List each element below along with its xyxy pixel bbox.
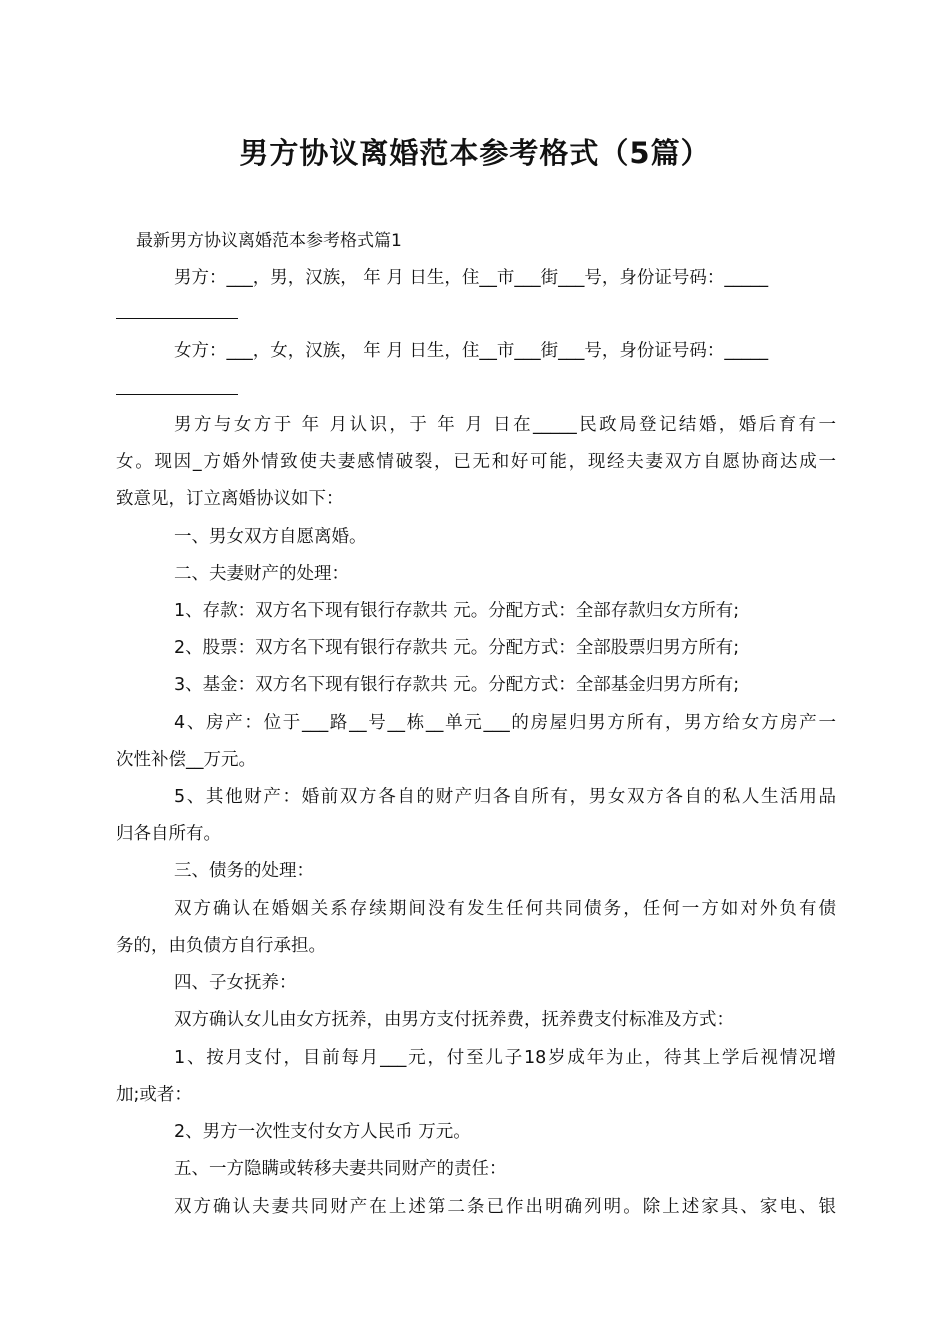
paragraph-line: 双方确认在婚姻关系存续期间没有发生任何共同债务，任何一方如对外负有债 <box>174 899 836 919</box>
paragraph-line: 3、基金：双方名下现有银行存款共 元。分配方式：全部基金归男方所有; <box>174 675 740 695</box>
paragraph-line: 1、存款：双方名下现有银行存款共 元。分配方式：全部存款归女方所有; <box>174 601 740 621</box>
clause-heading: 三、债务的处理： <box>174 861 314 881</box>
clause-heading: 四、子女抚养： <box>174 973 297 993</box>
paragraph-line: 2、男方一次性支付女方人民币 万元。 <box>174 1122 471 1142</box>
paragraph-line: 致意见，订立离婚协议如下： <box>116 489 344 509</box>
paragraph-line: 1、按月支付，目前每月___元，付至儿子18岁成年为止，待其上学后视情况增 <box>174 1048 836 1068</box>
clause-heading: 二、夫妻财产的处理： <box>174 564 349 584</box>
blank-underline <box>116 394 238 395</box>
paragraph-line: 女。现因_方婚外情致使夫妻感情破裂，已无和好可能，现经夫妻双方自愿协商达成一 <box>116 452 836 472</box>
paragraph-line: 次性补偿__万元。 <box>116 750 256 770</box>
paragraph-line: 男方与女方于 年 月认识，于 年 月 日在_____民政局登记结婚，婚后育有一 <box>174 415 836 435</box>
paragraph-line: 2、股票：双方名下现有银行存款共 元。分配方式：全部股票归男方所有; <box>174 638 740 658</box>
paragraph-line: 加;或者： <box>116 1085 192 1105</box>
document-title: 男方协议离婚范本参考格式（5篇） <box>239 136 711 170</box>
paragraph-line: 务的，由负债方自行承担。 <box>116 936 326 956</box>
clause-heading: 五、一方隐瞒或转移夫妻共同财产的责任： <box>174 1159 507 1179</box>
section-heading: 最新男方协议离婚范本参考格式篇1 <box>136 231 402 251</box>
paragraph-line: 男方：___，男，汉族， 年 月 日生，住__市___街___号，身份证号码：_____ <box>174 268 769 288</box>
paragraph-line: 5、其他财产：婚前双方各自的财产归各自所有，男女双方各自的私人生活用品 <box>174 787 836 807</box>
paragraph-line: 4、房产：位于___路__号__栋__单元___的房屋归男方所有，男方给女方房产一 <box>174 713 836 733</box>
blank-underline <box>116 318 238 319</box>
paragraph-line: 女方：___，女，汉族， 年 月 日生，住__市___街___号，身份证号码：_____ <box>174 341 769 361</box>
paragraph-line: 归各自所有。 <box>116 824 221 844</box>
paragraph-line: 双方确认夫妻共同财产在上述第二条已作出明确列明。除上述家具、家电、银 <box>174 1197 836 1217</box>
clause-heading: 一、男女双方自愿离婚。 <box>174 527 367 547</box>
paragraph-line: 双方确认女儿由女方抚养，由男方支付抚养费，抚养费支付标准及方式： <box>174 1010 734 1030</box>
